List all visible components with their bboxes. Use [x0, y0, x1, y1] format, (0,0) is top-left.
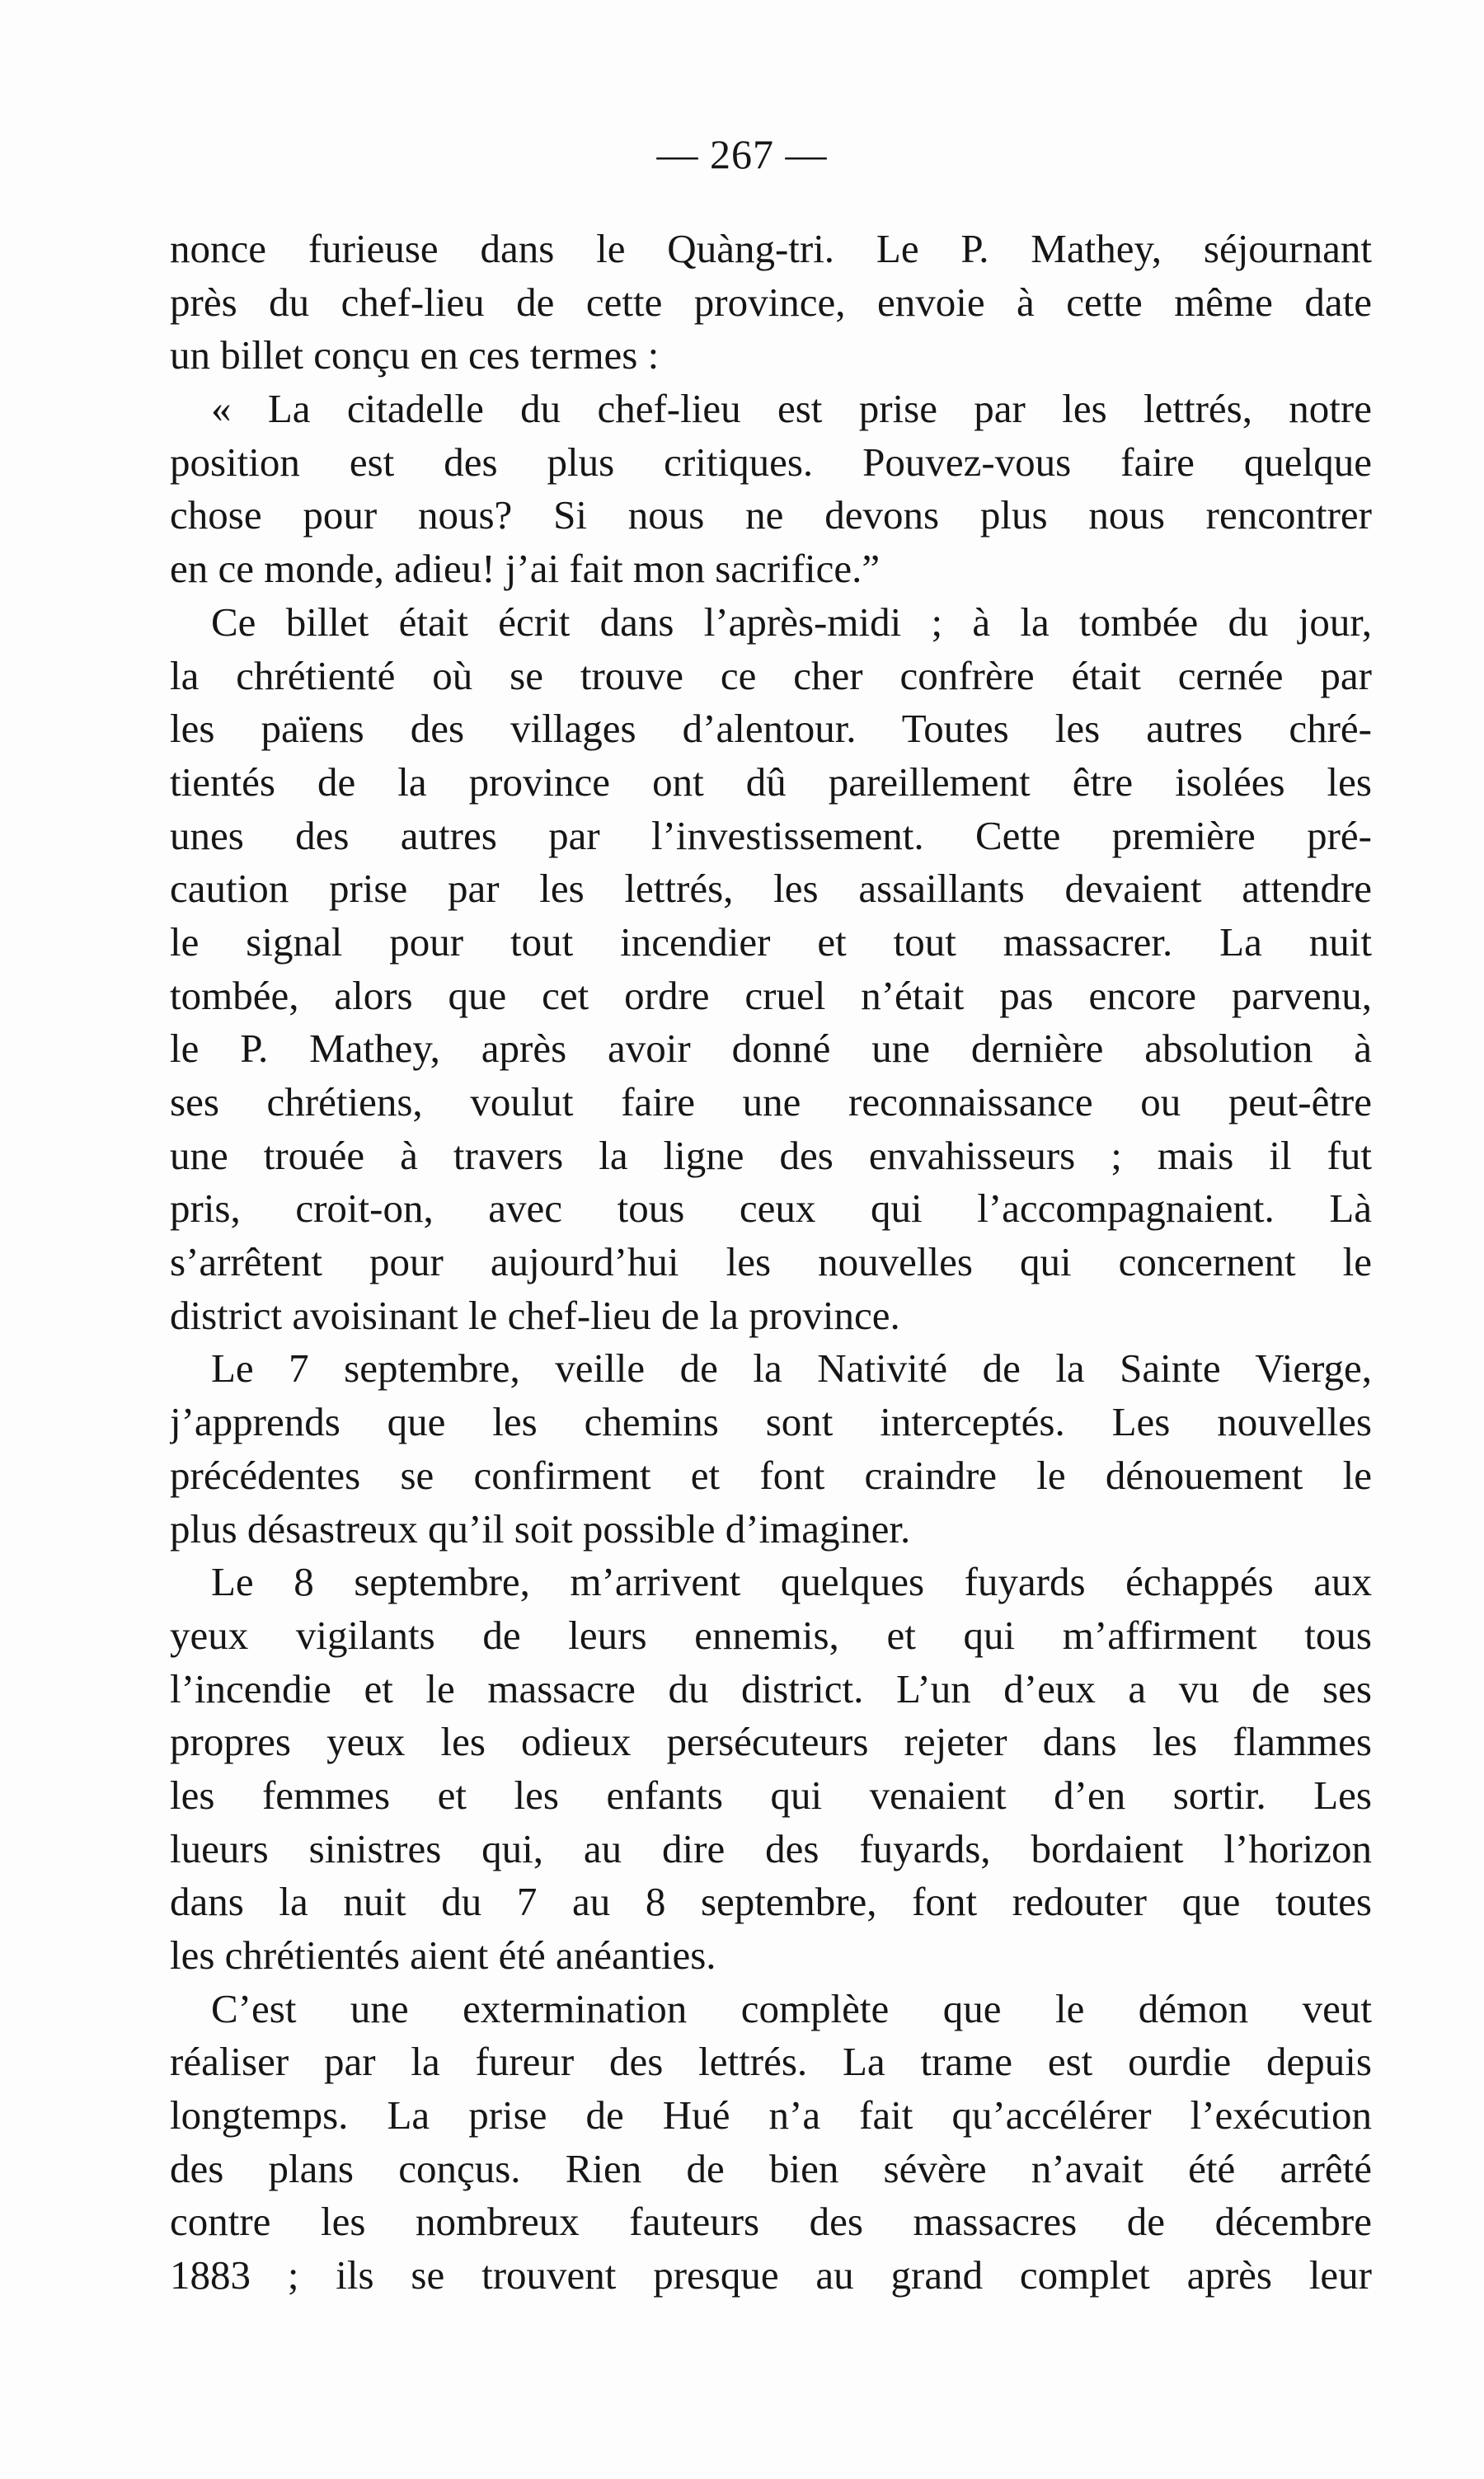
page-number: — 267 — — [656, 131, 828, 177]
text-line: précédentes se confirment et font craindre le dénouement le — [170, 1452, 1372, 1498]
text-line: tombée, alors que cet ordre cruel n’était pas encore parvenu, — [170, 972, 1372, 1018]
text-line: dans la nuit du 7 au 8 septembre, font redouter que toutes — [170, 1879, 1372, 1925]
text-line: 1883 ; ils se trouvent presque au grand complet après leur — [170, 2252, 1372, 2298]
text-line: la chrétienté où se trouve ce cher confrère était cernée par — [170, 652, 1372, 698]
text-line: un billet conçu en ces termes : — [170, 332, 660, 378]
body-text — [170, 223, 1372, 2303]
text-line: propres yeux les odieux persécuteurs rejeter dans les flammes — [170, 1719, 1372, 1765]
text-line: caution prise par les lettrés, les assaillants devaient attendre — [170, 866, 1372, 912]
text-line: unes des autres par l’investissement. Cette première pré- — [170, 812, 1372, 858]
text-line: j’apprends que les chemins sont interceptés. Les nouvelles — [170, 1399, 1372, 1445]
text-line: l’incendie et le massacre du district. L’un d’eux a vu de ses — [170, 1665, 1372, 1711]
paragraph — [170, 1342, 1372, 1556]
text-line: les chrétientés aient été anéanties. — [170, 1932, 716, 1978]
text-line: position est des plus critiques. Pouvez-vous faire quelque — [170, 439, 1372, 485]
paragraph — [170, 1556, 1372, 1983]
text-line: en ce monde, adieu! j’ai fait mon sacrifice.” — [170, 546, 881, 592]
text-line: les païens des villages d’alentour. Toutes les autres chré- — [170, 706, 1372, 752]
text-line: C’est une extermination complète que le démon veut — [211, 1985, 1372, 2031]
text-line: Ce billet était écrit dans l’après-midi ; à la tombée du jour, — [211, 599, 1372, 645]
text-line: le signal pour tout incendier et tout massacrer. La nuit — [170, 918, 1372, 965]
text-line: longtemps. La prise de Hué n’a fait qu’accélérer l’exécution — [170, 2092, 1372, 2139]
text-line: yeux vigilants de leurs ennemis, et qui m’affirment tous — [170, 1612, 1372, 1658]
text-line: s’arrêtent pour aujourd’hui les nouvelles qui concernent le — [170, 1239, 1372, 1285]
text-line: district avoisinant le chef-lieu de la province. — [170, 1292, 900, 1338]
text-line: Le 7 septembre, veille de la Nativité de la Sainte Vierge, — [211, 1345, 1372, 1392]
text-line: chose pour nous? Si nous ne devons plus nous rencontrer — [170, 492, 1372, 538]
text-line: « La citadelle du chef-lieu est prise par les lettrés, notre — [211, 386, 1372, 432]
text-line: plus désastreux qu’il soit possible d’imaginer. — [170, 1505, 911, 1552]
paragraph — [170, 383, 1372, 596]
text-line: Le 8 septembre, m’arrivent quelques fuyards échappés aux — [211, 1559, 1372, 1605]
paragraph — [170, 223, 1372, 383]
text-line: tientés de la province ont dû pareillement être isolées les — [170, 758, 1372, 805]
paragraph — [170, 1983, 1372, 2303]
text-line: des plans conçus. Rien de bien sévère n’avait été arrêté — [170, 2145, 1372, 2191]
text-line: réaliser par la fureur des lettrés. La trame est ourdie depuis — [170, 2039, 1372, 2085]
text-line: le P. Mathey, après avoir donné une dernière absolution à — [170, 1026, 1372, 1072]
text-line: ses chrétiens, voulut faire une reconnaissance ou peut-être — [170, 1079, 1372, 1124]
text-line: près du chef-lieu de cette province, envoie à cette même date — [170, 279, 1372, 325]
text-line: une trouée à travers la ligne des envahisseurs ; mais il fut — [170, 1132, 1372, 1178]
text-line: les femmes et les enfants qui venaient d’en sortir. Les — [170, 1772, 1372, 1818]
text-line: contre les nombreux fauteurs des massacres de décembre — [170, 2199, 1372, 2245]
text-line: nonce furieuse dans le Quàng-tri. Le P. Mathey, séjournant — [170, 226, 1372, 271]
text-line: lueurs sinistres qui, au dire des fuyards, bordaient l’horizon — [170, 1825, 1372, 1871]
paragraph — [170, 596, 1372, 1343]
text-line: pris, croit-on, avec tous ceux qui l’accompagnaient. Là — [170, 1186, 1372, 1232]
